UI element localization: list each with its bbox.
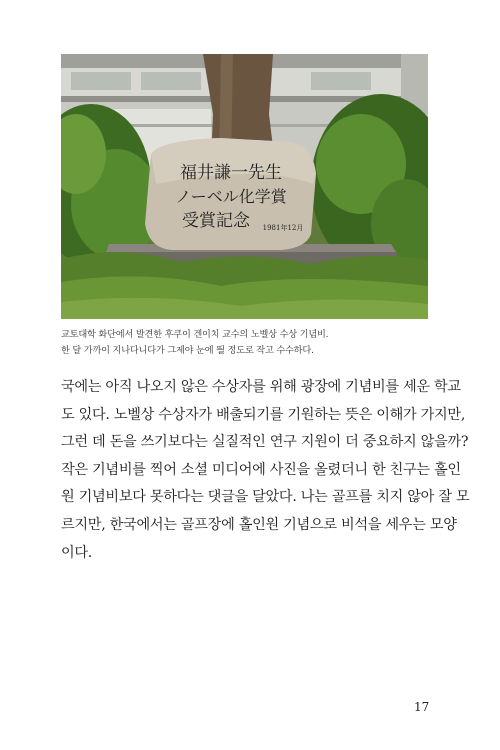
body-line: 르지만, 한국에서는 골프장에 홀인원 기념으로 비석을 세우는 모양 [61, 516, 457, 533]
inscription-line-3: 受賞記念 [182, 211, 250, 231]
photo-caption [61, 327, 441, 359]
body-line: 작은 기념비를 찍어 소셜 미디어에 사진을 올렸더니 한 친구는 홀인 [61, 461, 461, 478]
body-line: 원 기념비보다 못하다는 댓글을 달았다. 나는 골프를 치지 않아 잘 모 [61, 489, 470, 506]
body-line: 이다. [61, 544, 93, 561]
caption-line-2: 한 달 가까이 지나다니다가 그제야 눈에 띌 정도로 작고 수수하다. [61, 345, 314, 356]
inscription-line-1: 福井謙一先生 [180, 163, 282, 183]
caption-line-1: 교토대학 화단에서 발견한 후쿠이 겐이치 교수의 노벨상 수상 기념비. [61, 329, 329, 340]
photo-illustration [61, 54, 428, 319]
inscription-date: 1981年12月 [262, 224, 304, 232]
page-number: 17 [414, 700, 430, 714]
inscription-line-2: ノーベル化学賞 [175, 187, 287, 206]
memorial-stone-photo [61, 54, 428, 319]
body-paragraph [61, 374, 470, 567]
body-line: 그런 데 돈을 쓰기보다는 실질적인 연구 지원이 더 중요하지 않을까? [61, 434, 469, 451]
body-line: 국에는 아직 나오지 않은 수상자를 위해 광장에 기념비를 세운 학교 [61, 379, 461, 395]
body-line: 도 있다. 노벨상 수상자가 배출되기를 기원하는 뜻은 이해가 가지만, [61, 406, 466, 423]
